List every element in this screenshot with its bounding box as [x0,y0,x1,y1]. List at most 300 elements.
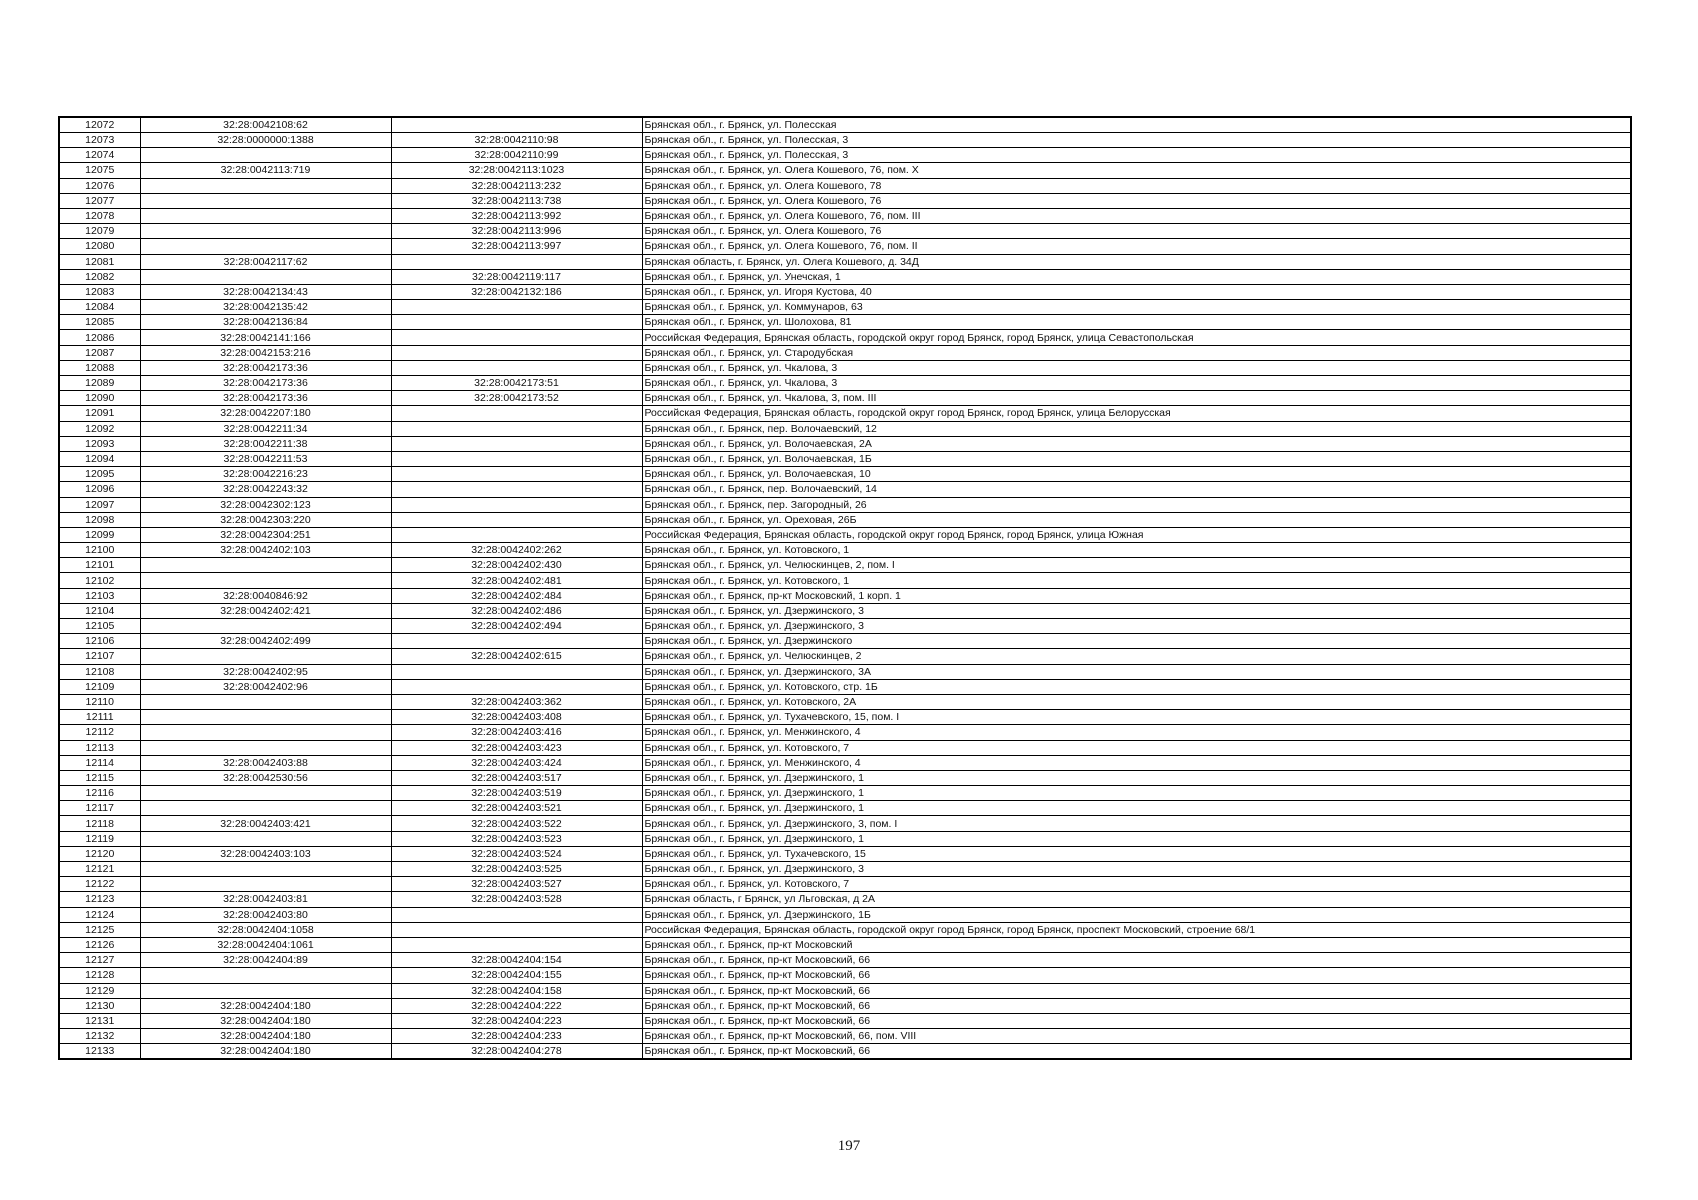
row-number-cell: 12120 [59,846,140,861]
parcel-number-cell: 32:28:0042302:123 [140,497,391,512]
address-cell: Брянская обл., г. Брянск, ул. Котовского, 1 [642,543,1631,558]
address-cell: Брянская обл., г. Брянск, ул. Дзержинского, 1 [642,831,1631,846]
row-number-cell: 12080 [59,239,140,254]
row-number-cell: 12086 [59,330,140,345]
parcel-number-cell: 32:28:0042173:36 [140,360,391,375]
parcel-number-cell [140,710,391,725]
parcel-number-cell: 32:28:0042402:499 [140,634,391,649]
address-cell: Брянская обл., г. Брянск, ул. Дзержинского [642,634,1631,649]
building-number-cell: 32:28:0042113:992 [391,208,642,223]
building-number-cell: 32:28:0042113:232 [391,178,642,193]
parcel-number-cell [140,558,391,573]
table-row [59,376,1631,391]
row-number-cell: 12129 [59,983,140,998]
parcel-number-cell [140,224,391,239]
table-row [59,315,1631,330]
row-number-cell: 12111 [59,710,140,725]
row-number-cell: 12119 [59,831,140,846]
building-number-cell: 32:28:0042404:158 [391,983,642,998]
table-row [59,527,1631,542]
building-number-cell: 32:28:0042404:222 [391,998,642,1013]
address-cell: Брянская обл., г. Брянск, ул. Игоря Кустова, 40 [642,284,1631,299]
building-number-cell [391,922,642,937]
parcel-number-cell: 32:28:0042530:56 [140,770,391,785]
row-number-cell: 12104 [59,603,140,618]
table-row [59,634,1631,649]
address-cell: Брянская обл., г. Брянск, ул. Волочаевская, 10 [642,467,1631,482]
address-cell: Брянская обл., г. Брянск, пр-кт Московский, 66, пом. VIII [642,1029,1631,1044]
parcel-number-cell [140,725,391,740]
building-number-cell: 32:28:0042119:117 [391,269,642,284]
building-number-cell [391,512,642,527]
parcel-number-cell: 32:28:0042153:216 [140,345,391,360]
row-number-cell: 12095 [59,467,140,482]
building-number-cell: 32:28:0042403:525 [391,862,642,877]
row-number-cell: 12100 [59,543,140,558]
table-row [59,846,1631,861]
address-cell: Брянская обл., г. Брянск, ул. Олега Кошевого, 76, пом. X [642,163,1631,178]
table-row [59,937,1631,952]
building-number-cell [391,360,642,375]
parcel-number-cell: 32:28:0042403:421 [140,816,391,831]
address-cell: Брянская обл., г. Брянск, ул. Олега Кошевого, 76 [642,224,1631,239]
table-row [59,619,1631,634]
address-cell: Брянская обл., г. Брянск, ул. Унечская, 1 [642,269,1631,284]
table-row [59,558,1631,573]
building-number-cell [391,467,642,482]
row-number-cell: 12123 [59,892,140,907]
parcel-number-cell: 32:28:0042402:421 [140,603,391,618]
address-cell: Брянская обл., г. Брянск, ул. Челюскинцев, 2, пом. I [642,558,1631,573]
row-number-cell: 12087 [59,345,140,360]
table-body [59,117,1631,1059]
building-number-cell: 32:28:0042404:278 [391,1044,642,1060]
table-row [59,862,1631,877]
row-number-cell: 12116 [59,786,140,801]
address-cell: Брянская обл., г. Брянск, ул. Дзержинского, 1 [642,801,1631,816]
table-row [59,664,1631,679]
page-number: 197 [837,1138,861,1154]
row-number-cell: 12105 [59,619,140,634]
parcel-number-cell: 32:28:0042404:180 [140,998,391,1013]
table-row [59,497,1631,512]
row-number-cell: 12098 [59,512,140,527]
building-number-cell: 32:28:0042113:996 [391,224,642,239]
parcel-number-cell [140,193,391,208]
address-cell: Брянская обл., г. Брянск, ул. Полесская [642,117,1631,133]
row-number-cell: 12088 [59,360,140,375]
row-number-cell: 12077 [59,193,140,208]
building-number-cell: 32:28:0042403:521 [391,801,642,816]
parcel-number-cell [140,801,391,816]
table-row [59,983,1631,998]
building-number-cell: 32:28:0042402:615 [391,649,642,664]
table-row [59,710,1631,725]
table-row [59,1013,1631,1028]
address-cell: Брянская обл., г. Брянск, ул. Волочаевская, 1Б [642,451,1631,466]
building-number-cell: 32:28:0042404:223 [391,1013,642,1028]
building-number-cell: 32:28:0042173:52 [391,391,642,406]
building-number-cell: 32:28:0042173:51 [391,376,642,391]
address-cell: Брянская обл., г. Брянск, ул. Олега Кошевого, 76, пом. II [642,239,1631,254]
address-cell: Брянская обл., г. Брянск, ул. Коммунаров, 63 [642,300,1631,315]
row-number-cell: 12122 [59,877,140,892]
row-number-cell: 12092 [59,421,140,436]
table-row [59,436,1631,451]
table-row [59,770,1631,785]
parcel-number-cell [140,208,391,223]
building-number-cell [391,345,642,360]
table-row [59,831,1631,846]
row-number-cell: 12126 [59,937,140,952]
address-cell: Брянская обл., г. Брянск, ул. Ореховая, 26Б [642,512,1631,527]
row-number-cell: 12113 [59,740,140,755]
table-row [59,740,1631,755]
building-number-cell: 32:28:0042402:430 [391,558,642,573]
address-cell: Брянская обл., г. Брянск, ул. Тухачевского, 15, пом. I [642,710,1631,725]
table-row [59,801,1631,816]
address-cell: Брянская обл., г. Брянск, ул. Шолохова, 81 [642,315,1631,330]
address-cell: Брянская обл., г. Брянск, ул. Дзержинского, 3А [642,664,1631,679]
parcel-number-cell [140,968,391,983]
row-number-cell: 12118 [59,816,140,831]
address-cell: Брянская обл., г. Брянск, ул. Менжинского, 4 [642,725,1631,740]
parcel-number-cell [140,983,391,998]
parcel-number-cell: 32:28:0042404:180 [140,1013,391,1028]
building-number-cell [391,421,642,436]
address-cell: Брянская обл., г. Брянск, ул. Дзержинского, 1Б [642,907,1631,922]
row-number-cell: 12124 [59,907,140,922]
row-number-cell: 12109 [59,679,140,694]
building-number-cell: 32:28:0042403:423 [391,740,642,755]
parcel-number-cell [140,877,391,892]
table-row [59,679,1631,694]
address-cell: Брянская обл., г. Брянск, ул. Котовского, 1 [642,573,1631,588]
parcel-number-cell: 32:28:0042402:95 [140,664,391,679]
table-row [59,816,1631,831]
table-row [59,224,1631,239]
address-cell: Брянская обл., г. Брянск, ул. Дзержинского, 3 [642,603,1631,618]
parcel-number-cell [140,649,391,664]
row-number-cell: 12132 [59,1029,140,1044]
building-number-cell: 32:28:0042132:186 [391,284,642,299]
address-cell: Российская Федерация, Брянская область, городской округ город Брянск, город Брянск, улица Севастопольская [642,330,1631,345]
table-row [59,133,1631,148]
address-cell: Брянская обл., г. Брянск, ул. Дзержинского, 1 [642,770,1631,785]
table-row [59,953,1631,968]
building-number-cell: 32:28:0042402:481 [391,573,642,588]
address-cell: Брянская обл., г. Брянск, ул. Дзержинского, 3, пом. I [642,816,1631,831]
parcel-number-cell: 32:28:0042113:719 [140,163,391,178]
parcel-number-cell: 32:28:0042402:103 [140,543,391,558]
parcel-number-cell: 32:28:0042211:53 [140,451,391,466]
building-number-cell: 32:28:0042402:262 [391,543,642,558]
table-row [59,117,1631,133]
building-number-cell: 32:28:0042404:233 [391,1029,642,1044]
parcel-number-cell: 32:28:0042404:89 [140,953,391,968]
table-row [59,163,1631,178]
address-cell: Российская Федерация, Брянская область, городской округ город Брянск, город Брянск, улица Белорусская [642,406,1631,421]
row-number-cell: 12072 [59,117,140,133]
address-cell: Брянская обл., г. Брянск, ул. Котовского, 2А [642,694,1631,709]
table-row [59,254,1631,269]
table-row [59,391,1631,406]
row-number-cell: 12110 [59,694,140,709]
address-cell: Брянская обл., г. Брянск, ул. Чкалова, 3 [642,360,1631,375]
row-number-cell: 12131 [59,1013,140,1028]
building-number-cell [391,634,642,649]
parcel-number-cell [140,573,391,588]
building-number-cell: 32:28:0042403:362 [391,694,642,709]
row-number-cell: 12107 [59,649,140,664]
address-cell: Брянская обл., г. Брянск, пер. Волочаевский, 14 [642,482,1631,497]
address-cell: Брянская обл., г. Брянск, пр-кт Московский, 66 [642,953,1631,968]
table-row [59,603,1631,618]
row-number-cell: 12130 [59,998,140,1013]
row-number-cell: 12115 [59,770,140,785]
parcel-number-cell: 32:28:0042303:220 [140,512,391,527]
parcel-number-cell: 32:28:0042173:36 [140,376,391,391]
building-number-cell [391,907,642,922]
address-cell: Брянская обл., г. Брянск, ул. Полесская, 3 [642,133,1631,148]
building-number-cell: 32:28:0042403:523 [391,831,642,846]
row-number-cell: 12112 [59,725,140,740]
row-number-cell: 12078 [59,208,140,223]
building-number-cell [391,330,642,345]
parcel-number-cell: 32:28:0042403:103 [140,846,391,861]
address-cell: Брянская обл., г. Брянск, ул. Стародубская [642,345,1631,360]
table-row [59,284,1631,299]
table-row [59,330,1631,345]
row-number-cell: 12097 [59,497,140,512]
building-number-cell: 32:28:0042113:1023 [391,163,642,178]
building-number-cell: 32:28:0042403:528 [391,892,642,907]
building-number-cell: 32:28:0042402:486 [391,603,642,618]
building-number-cell [391,679,642,694]
address-cell: Российская Федерация, Брянская область, городской округ город Брянск, город Брянск, проспект Московский, строение 68/1 [642,922,1631,937]
building-number-cell: 32:28:0042403:527 [391,877,642,892]
parcel-number-cell [140,862,391,877]
table-row [59,1029,1631,1044]
address-cell: Брянская обл., г. Брянск, ул. Менжинского, 4 [642,755,1631,770]
building-number-cell: 32:28:0042403:408 [391,710,642,725]
row-number-cell: 12121 [59,862,140,877]
building-number-cell [391,436,642,451]
address-cell: Брянская обл., г. Брянск, пр-кт Московский, 1 корп. 1 [642,588,1631,603]
table-row [59,239,1631,254]
table-row [59,968,1631,983]
table-row [59,482,1631,497]
row-number-cell: 12089 [59,376,140,391]
address-cell: Брянская обл., г. Брянск, ул. Дзержинского, 3 [642,619,1631,634]
parcel-number-cell: 32:28:0042402:96 [140,679,391,694]
building-number-cell: 32:28:0042110:99 [391,148,642,163]
parcel-number-cell: 32:28:0042211:34 [140,421,391,436]
parcel-number-cell [140,239,391,254]
address-cell: Брянская обл., г. Брянск, ул. Дзержинского, 1 [642,786,1631,801]
building-number-cell: 32:28:0042110:98 [391,133,642,148]
address-cell: Брянская обл., г. Брянск, пер. Волочаевский, 12 [642,421,1631,436]
address-cell: Брянская область, г Брянск, ул Льговская, д 2А [642,892,1631,907]
row-number-cell: 12128 [59,968,140,983]
address-cell: Брянская обл., г. Брянск, ул. Олега Кошевого, 78 [642,178,1631,193]
table-row [59,694,1631,709]
row-number-cell: 12090 [59,391,140,406]
table-row [59,178,1631,193]
address-cell: Российская Федерация, Брянская область, городской округ город Брянск, город Брянск, улица Южная [642,527,1631,542]
row-number-cell: 12099 [59,527,140,542]
building-number-cell [391,497,642,512]
building-number-cell: 32:28:0042402:484 [391,588,642,603]
parcel-number-cell [140,148,391,163]
table-row [59,300,1631,315]
row-number-cell: 12108 [59,664,140,679]
parcel-number-cell [140,619,391,634]
property-table [58,116,1632,1060]
table-row [59,148,1631,163]
row-number-cell: 12125 [59,922,140,937]
parcel-number-cell [140,178,391,193]
parcel-number-cell: 32:28:0042117:62 [140,254,391,269]
building-number-cell [391,300,642,315]
row-number-cell: 12133 [59,1044,140,1060]
parcel-number-cell: 32:28:0042404:1061 [140,937,391,952]
row-number-cell: 12091 [59,406,140,421]
building-number-cell: 32:28:0042403:519 [391,786,642,801]
row-number-cell: 12079 [59,224,140,239]
parcel-number-cell: 32:28:0042134:43 [140,284,391,299]
row-number-cell: 12075 [59,163,140,178]
address-cell: Брянская обл., г. Брянск, пр-кт Московский, 66 [642,968,1631,983]
address-cell: Брянская обл., г. Брянск, пр-кт Московский, 66 [642,1044,1631,1060]
building-number-cell: 32:28:0042404:154 [391,953,642,968]
parcel-number-cell: 32:28:0042173:36 [140,391,391,406]
table-row [59,360,1631,375]
table-row [59,998,1631,1013]
parcel-number-cell: 32:28:0042404:180 [140,1044,391,1060]
building-number-cell: 32:28:0042113:997 [391,239,642,254]
table-row [59,269,1631,284]
row-number-cell: 12093 [59,436,140,451]
address-cell: Брянская обл., г. Брянск, ул. Полесская, 3 [642,148,1631,163]
table-row [59,573,1631,588]
row-number-cell: 12127 [59,953,140,968]
parcel-number-cell: 32:28:0042403:81 [140,892,391,907]
parcel-number-cell: 32:28:0040846:92 [140,588,391,603]
building-number-cell: 32:28:0042402:494 [391,619,642,634]
address-cell: Брянская обл., г. Брянск, пер. Загородный, 26 [642,497,1631,512]
building-number-cell: 32:28:0042403:517 [391,770,642,785]
table-row [59,512,1631,527]
row-number-cell: 12084 [59,300,140,315]
address-cell: Брянская обл., г. Брянск, ул. Котовского, стр. 1Б [642,679,1631,694]
row-number-cell: 12076 [59,178,140,193]
parcel-number-cell: 32:28:0042108:62 [140,117,391,133]
parcel-number-cell: 32:28:0000000:1388 [140,133,391,148]
row-number-cell: 12081 [59,254,140,269]
table-row [59,451,1631,466]
row-number-cell: 12114 [59,755,140,770]
parcel-number-cell: 32:28:0042403:80 [140,907,391,922]
building-number-cell [391,254,642,269]
table-row [59,755,1631,770]
address-cell: Брянская обл., г. Брянск, ул. Челюскинцев, 2 [642,649,1631,664]
table-row [59,406,1631,421]
table-row [59,725,1631,740]
parcel-number-cell [140,740,391,755]
row-number-cell: 12096 [59,482,140,497]
parcel-number-cell: 32:28:0042404:180 [140,1029,391,1044]
row-number-cell: 12082 [59,269,140,284]
building-number-cell: 32:28:0042403:524 [391,846,642,861]
parcel-number-cell: 32:28:0042211:38 [140,436,391,451]
parcel-number-cell: 32:28:0042404:1058 [140,922,391,937]
table-row [59,588,1631,603]
building-number-cell [391,117,642,133]
building-number-cell: 32:28:0042403:522 [391,816,642,831]
building-number-cell [391,315,642,330]
table-row [59,208,1631,223]
row-number-cell: 12074 [59,148,140,163]
address-cell: Брянская обл., г. Брянск, пр-кт Московский, 66 [642,998,1631,1013]
parcel-number-cell: 32:28:0042304:251 [140,527,391,542]
building-number-cell: 32:28:0042403:424 [391,755,642,770]
building-number-cell [391,406,642,421]
address-cell: Брянская обл., г. Брянск, ул. Тухачевского, 15 [642,846,1631,861]
address-cell: Брянская область, г. Брянск, ул. Олега Кошевого, д. 34Д [642,254,1631,269]
table-row [59,649,1631,664]
address-cell: Брянская обл., г. Брянск, ул. Чкалова, 3, пом. III [642,391,1631,406]
row-number-cell: 12073 [59,133,140,148]
building-number-cell: 32:28:0042113:738 [391,193,642,208]
parcel-number-cell: 32:28:0042135:42 [140,300,391,315]
building-number-cell [391,937,642,952]
address-cell: Брянская обл., г. Брянск, пр-кт Московский, 66 [642,1013,1631,1028]
parcel-number-cell: 32:28:0042216:23 [140,467,391,482]
table-row [59,922,1631,937]
address-cell: Брянская обл., г. Брянск, ул. Олега Кошевого, 76 [642,193,1631,208]
parcel-number-cell [140,269,391,284]
address-cell: Брянская обл., г. Брянск, ул. Олега Кошевого, 76, пом. III [642,208,1631,223]
address-cell: Брянская обл., г. Брянск, ул. Котовского, 7 [642,877,1631,892]
address-cell: Брянская обл., г. Брянск, ул. Дзержинского, 3 [642,862,1631,877]
address-cell: Брянская обл., г. Брянск, ул. Котовского, 7 [642,740,1631,755]
building-number-cell: 32:28:0042404:155 [391,968,642,983]
building-number-cell [391,482,642,497]
address-cell: Брянская обл., г. Брянск, пр-кт Московский, 66 [642,983,1631,998]
parcel-number-cell [140,694,391,709]
address-cell: Брянская обл., г. Брянск, пр-кт Московский [642,937,1631,952]
row-number-cell: 12103 [59,588,140,603]
parcel-number-cell: 32:28:0042136:84 [140,315,391,330]
row-number-cell: 12117 [59,801,140,816]
parcel-number-cell: 32:28:0042207:180 [140,406,391,421]
parcel-number-cell: 32:28:0042403:88 [140,755,391,770]
building-number-cell [391,451,642,466]
table-row [59,1044,1631,1060]
parcel-number-cell [140,831,391,846]
row-number-cell: 12094 [59,451,140,466]
table-row [59,467,1631,482]
table-row [59,877,1631,892]
row-number-cell: 12102 [59,573,140,588]
building-number-cell: 32:28:0042403:416 [391,725,642,740]
row-number-cell: 12085 [59,315,140,330]
table-row [59,345,1631,360]
building-number-cell [391,527,642,542]
table-row [59,786,1631,801]
table-row [59,193,1631,208]
